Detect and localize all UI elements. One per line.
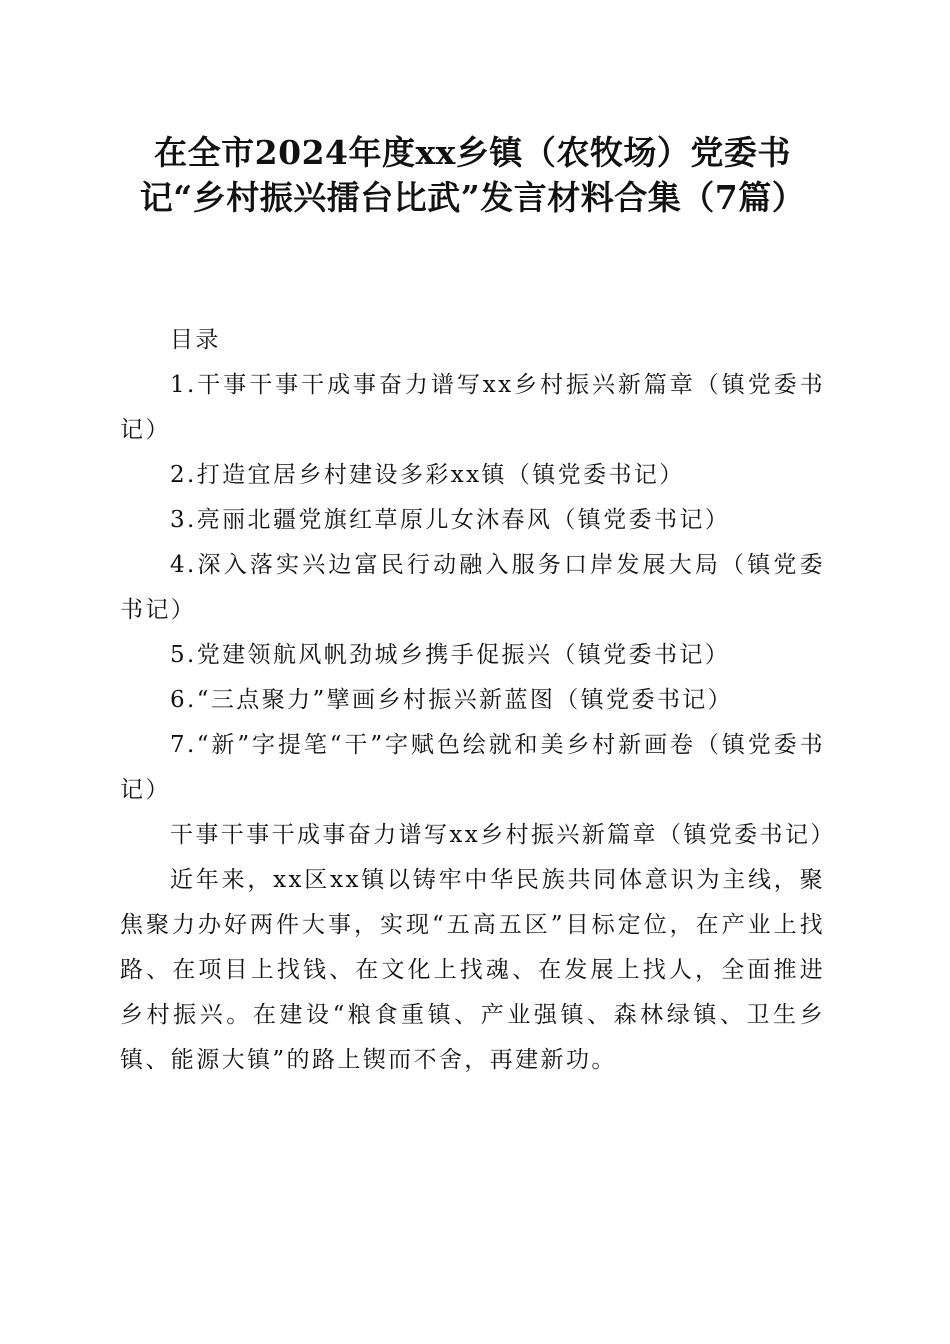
toc-item-7: 7.“新”字提笔“干”字赋色绘就和美乡村新画卷（镇党委书记）: [120, 732, 825, 803]
toc-item-1: 1.干事干事干成事奋力谱写xx乡村振兴新篇章（镇党委书记）: [120, 372, 825, 443]
document-body: [120, 318, 836, 1083]
toc-heading: 目录: [170, 327, 221, 353]
toc-item-5: 5.党建领航风帆劲城乡携手促振兴（镇党委书记）: [170, 642, 731, 668]
toc-item-3: 3.亮丽北疆党旗红草原儿女沐春风（镇党委书记）: [170, 507, 731, 533]
document-title: 在全市2024年度xx乡镇（农牧场）党委书记“乡村振兴擂台比武”发言材料合集（7篇）: [139, 133, 806, 217]
section-heading: 干事干事干成事奋力谱写xx乡村振兴新篇章（镇党委书记）: [170, 822, 836, 848]
toc-item-6: 6.“三点聚力”擘画乡村振兴新蓝图（镇党委书记）: [170, 687, 734, 713]
toc-item-4: 4.深入落实兴边富民行动融入服务口岸发展大局（镇党委书记）: [120, 552, 825, 623]
intro-paragraph: 近年来，xx区xx镇以铸牢中华民族共同体意识为主线，聚焦聚力办好两件大事，实现“五高五区”目标定位，在产业上找路、在项目上找钱、在文化上找魂、在发展上找人，全面推进乡村振兴。在建设“粮食重镇、产业强镇、森林绿镇、卫生乡镇、能源大镇”的路上锲而不舍，再建新功。: [120, 867, 825, 1073]
toc-item-2: 2.打造宜居乡村建设多彩xx镇（镇党委书记）: [170, 462, 685, 488]
